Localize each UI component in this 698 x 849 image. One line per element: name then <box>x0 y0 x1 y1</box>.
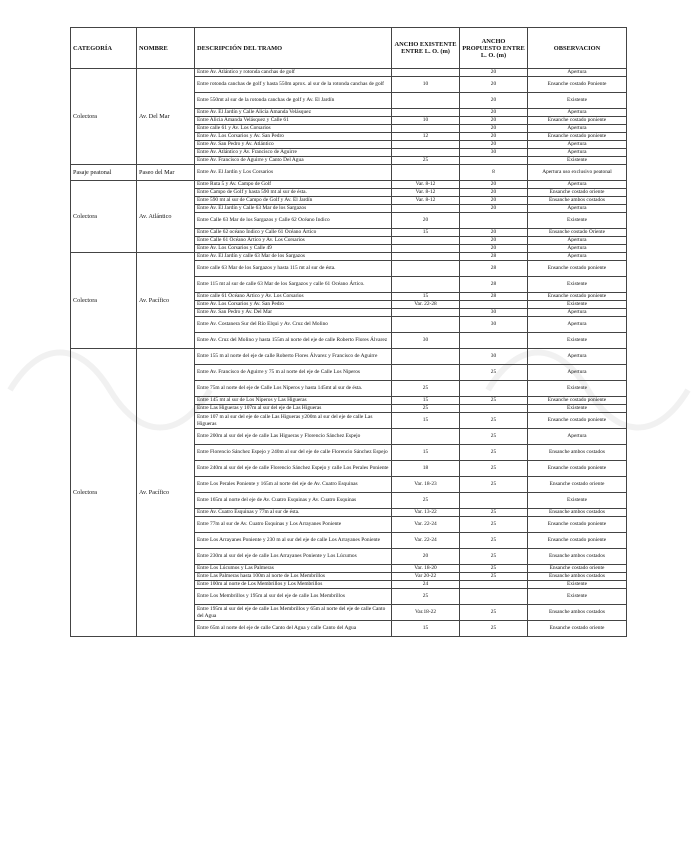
cell-observacion: Existente <box>528 333 627 349</box>
cell-ancho-existente: 10 <box>392 117 460 125</box>
cell-ancho-existente: 30 <box>392 333 460 349</box>
cell-descripcion: Entre 550mt al sur de la rotonda canchas de golf y Av. El Jardín <box>195 93 392 109</box>
cell-descripcion: Entre 155 m al norte del eje de calle Roberto Flores Álvarez y Francisco de Aguirre <box>195 349 392 365</box>
cell-ancho-existente: Var. 22-24 <box>392 517 460 533</box>
cell-ancho-propuesto: 30 <box>460 349 528 365</box>
cell-descripcion: Entre Ruta 5 y Av. Campo de Golf <box>195 181 392 189</box>
cell-observacion: Existente <box>528 589 627 605</box>
cell-nombre: Av. Pacífico <box>137 253 195 349</box>
cell-ancho-propuesto: 8 <box>460 165 528 181</box>
cell-descripcion: Entre 240m al sur del eje de calle Florencio Sánchez Espejo y calle Los Perales Poniente <box>195 461 392 477</box>
cell-ancho-propuesto <box>460 381 528 397</box>
table-row <box>71 253 627 261</box>
cell-ancho-propuesto: 28 <box>460 293 528 301</box>
cell-ancho-existente: 15 <box>392 229 460 237</box>
cell-ancho-propuesto <box>460 213 528 229</box>
cell-ancho-existente: 25 <box>392 381 460 397</box>
cell-descripcion: Entre 230m al sur del eje de calle Los Arrayanes Poniente y Los Lúcumos <box>195 549 392 565</box>
cell-ancho-propuesto: 25 <box>460 509 528 517</box>
cell-categoria: Colectora <box>71 69 137 165</box>
cell-observacion: Apertura uso exclusivo peatonal <box>528 165 627 181</box>
cell-descripcion: Entre Los Membrillos y 195m al sur del eje de calle Los Membrillos <box>195 589 392 605</box>
cell-observacion: Apertura <box>528 365 627 381</box>
cell-ancho-existente: 18 <box>392 461 460 477</box>
cell-categoria: Pasaje peatonal <box>71 165 137 181</box>
cell-ancho-existente <box>392 109 460 117</box>
cell-ancho-existente: Var. 22-24 <box>392 533 460 549</box>
cell-descripcion: Entre rotonda canchas de golf y hasta 550m aprox. al sur de la rotonda canchas de golf <box>195 77 392 93</box>
cell-descripcion: Entre 145 mt al sur de Los Niperos y Las Higueras <box>195 397 392 405</box>
cell-observacion: Ensanche costado poniente <box>528 397 627 405</box>
cell-ancho-propuesto: 25 <box>460 365 528 381</box>
cell-observacion: Apertura <box>528 125 627 133</box>
cell-ancho-existente <box>392 349 460 365</box>
cell-descripcion: Entre Av. Cruz del Molino y hasta 155m al norte del eje de calle Roberto Flores Álvarez <box>195 333 392 349</box>
cell-categoria: Colectora <box>71 349 137 637</box>
cell-ancho-existente <box>392 141 460 149</box>
cell-ancho-existente <box>392 429 460 445</box>
cell-descripcion: Entre Av. Atlántico y rotonda canchas de golf <box>195 69 392 77</box>
cell-ancho-propuesto: 25 <box>460 549 528 565</box>
cell-ancho-existente <box>392 245 460 253</box>
cell-observacion: Ensanche ambos costados <box>528 605 627 621</box>
cell-descripcion: Entre 115 mt al sur de calle 63 Mar de los Sargazos y calle 61 Océano Ártico. <box>195 277 392 293</box>
cell-observacion: Ensanche costado oriente <box>528 565 627 573</box>
cell-ancho-existente <box>392 125 460 133</box>
cell-ancho-propuesto: 30 <box>460 309 528 317</box>
cell-nombre: Av. Atlántico <box>137 181 195 253</box>
cell-observacion: Existente <box>528 93 627 109</box>
cell-ancho-existente <box>392 149 460 157</box>
cell-ancho-existente <box>392 165 460 181</box>
cell-ancho-propuesto: 20 <box>460 189 528 197</box>
cell-observacion: Existente <box>528 405 627 413</box>
cell-descripcion: Entre 165m al norte del eje de Av. Cuatro Esquinas y Av. Cuatro Esquinas <box>195 493 392 509</box>
header-categoria: CATEGORÍA <box>71 28 137 69</box>
cell-descripcion: Entre Av. Los Corsarios y Av. San Pedro <box>195 133 392 141</box>
cell-ancho-propuesto <box>460 157 528 165</box>
cell-ancho-existente: Var. 18-23 <box>392 477 460 493</box>
cell-observacion: Ensanche ambos costados <box>528 509 627 517</box>
header-ancho-existente: ANCHO EXISTENTE ENTRE L. O. (m) <box>392 28 460 69</box>
cell-ancho-existente: Var. 8-12 <box>392 189 460 197</box>
cell-ancho-existente <box>392 317 460 333</box>
cell-ancho-propuesto: 28 <box>460 277 528 293</box>
cell-ancho-propuesto: 20 <box>460 117 528 125</box>
cell-descripcion: Entre 590 mt al sur de Campo de Golf y Av. El Jardín <box>195 197 392 205</box>
cell-ancho-propuesto: 20 <box>460 93 528 109</box>
cell-ancho-propuesto: 20 <box>460 77 528 93</box>
cell-ancho-propuesto: 30 <box>460 317 528 333</box>
cell-descripcion: Entre Av. Los Corsarios y Av. San Pedro <box>195 301 392 309</box>
cell-ancho-propuesto: 30 <box>460 149 528 157</box>
cell-observacion: Ensanche costado poniente <box>528 461 627 477</box>
table-row <box>71 69 627 77</box>
header-descripcion: DESCRIPCIÓN DEL TRAMO <box>195 28 392 69</box>
cell-observacion: Ensanche ambos costados <box>528 197 627 205</box>
cell-descripcion: Entre 107 m al sur del eje de calle Las Higueras y200m al sur del eje de calle Las Higueras <box>195 413 392 429</box>
cell-descripcion: Entre Los Lúcumos y Las Palmeras <box>195 565 392 573</box>
cell-observacion: Existente <box>528 381 627 397</box>
cell-observacion: Apertura <box>528 245 627 253</box>
cell-ancho-existente <box>392 69 460 77</box>
cell-ancho-existente: 15 <box>392 397 460 405</box>
cell-ancho-existente: Var. 13-22 <box>392 509 460 517</box>
cell-descripcion: Entre calle 61 y Av. Los Corsarios <box>195 125 392 133</box>
cell-descripcion: Entre Los Perales Poniente y 165m al norte del eje de Av. Cuatro Esquinas <box>195 477 392 493</box>
cell-ancho-propuesto: 20 <box>460 205 528 213</box>
cell-ancho-existente: 15 <box>392 293 460 301</box>
table-row <box>71 181 627 189</box>
table-row <box>71 165 627 181</box>
table-row <box>71 349 627 365</box>
cell-ancho-existente: 20 <box>392 213 460 229</box>
cell-descripcion: Entre Florencio Sánchez Espejo y 240m al sur del eje de calle Florencio Sánchez Espejo <box>195 445 392 461</box>
cell-observacion: Ensanche ambos costados <box>528 549 627 565</box>
cell-ancho-existente: 12 <box>392 133 460 141</box>
cell-descripcion: Entre Av. Los Corsarios y Calle 49 <box>195 245 392 253</box>
header-nombre: NOMBRE <box>137 28 195 69</box>
cell-ancho-propuesto: 25 <box>460 605 528 621</box>
cell-ancho-propuesto <box>460 589 528 605</box>
cell-observacion: Existente <box>528 301 627 309</box>
cell-ancho-existente: Var. 18-20 <box>392 565 460 573</box>
cell-observacion: Apertura <box>528 317 627 333</box>
cell-descripcion: Entre Las Higueras y 107m al sur del eje de Las Higueras <box>195 405 392 413</box>
cell-nombre: Paseo del Mar <box>137 165 195 181</box>
cell-observacion: Apertura <box>528 309 627 317</box>
cell-ancho-existente: Var. 8-12 <box>392 181 460 189</box>
cell-ancho-existente: Var.18-22 <box>392 605 460 621</box>
cell-observacion: Ensanche costado poniente <box>528 117 627 125</box>
cell-observacion: Ensanche costado poniente <box>528 413 627 429</box>
cell-ancho-propuesto: 25 <box>460 445 528 461</box>
cell-ancho-existente: Var. 22-28 <box>392 301 460 309</box>
cell-observacion: Ensanche costado Poniente <box>528 77 627 93</box>
cell-observacion: Ensanche costado oriente <box>528 477 627 493</box>
cell-descripcion: Entre Av. Costanera Sur del Río Elqui y Av. Cruz del Molino <box>195 317 392 333</box>
cell-descripcion: Entre calle 63 Mar de los Sargazos y hasta 115 mt al sur de ésta. <box>195 261 392 277</box>
cell-ancho-propuesto: 25 <box>460 565 528 573</box>
cell-descripcion: Entre Av. Francisco de Aguirre y Canto Del Agua <box>195 157 392 165</box>
cell-ancho-existente <box>392 277 460 293</box>
cell-observacion: Apertura <box>528 429 627 445</box>
cell-observacion: Apertura <box>528 205 627 213</box>
cell-ancho-existente <box>392 93 460 109</box>
cell-ancho-propuesto <box>460 333 528 349</box>
cell-ancho-propuesto: 28 <box>460 253 528 261</box>
cell-observacion: Existente <box>528 213 627 229</box>
cell-observacion: Ensanche ambos costados <box>528 573 627 581</box>
cell-ancho-propuesto: 25 <box>460 573 528 581</box>
cell-ancho-existente <box>392 261 460 277</box>
cell-descripcion: Entre Av. El Jardín y Calle 63 Mar de los Sargazos <box>195 205 392 213</box>
cell-descripcion: Entre Av. San Pedro y Av. Atlántico <box>195 141 392 149</box>
cell-descripcion: Entre Calle 63 Mar de los Sargazos y Calle 62 Océano Indico <box>195 213 392 229</box>
cell-ancho-existente: 15 <box>392 413 460 429</box>
cell-ancho-propuesto <box>460 493 528 509</box>
cell-descripcion: Entre Av. El Jardín y calle 63 Mar de los Sargazos <box>195 253 392 261</box>
cell-ancho-propuesto: 25 <box>460 477 528 493</box>
cell-descripcion: Entre Av. Cuatro Esquinas y 77m al sur de ésta. <box>195 509 392 517</box>
cell-ancho-existente: 24 <box>392 581 460 589</box>
cell-ancho-propuesto: 20 <box>460 133 528 141</box>
cell-ancho-propuesto: 25 <box>460 533 528 549</box>
cell-observacion: Apertura <box>528 69 627 77</box>
cell-ancho-propuesto: 20 <box>460 237 528 245</box>
cell-descripcion: Entre Av. Atlántico y Av. Francisco de Aguirre <box>195 149 392 157</box>
cell-observacion: Apertura <box>528 253 627 261</box>
cell-descripcion: Entre Av. El Jardín y Calle Alicia Amanda Velásquez <box>195 109 392 117</box>
cell-descripcion: Entre Los Arrayanes Poniente y 230 m al sur del eje de calle Los Arrayanes Poniente <box>195 533 392 549</box>
cell-observacion: Ensanche costado poniente <box>528 517 627 533</box>
cell-ancho-existente: 25 <box>392 493 460 509</box>
cell-observacion: Apertura <box>528 181 627 189</box>
cell-ancho-propuesto <box>460 301 528 309</box>
header-ancho-propuesto: ANCHO PROPUESTO ENTRE L. O. (m) <box>460 28 528 69</box>
header-row <box>71 28 627 69</box>
cell-ancho-propuesto: 25 <box>460 429 528 445</box>
cell-ancho-propuesto: 20 <box>460 229 528 237</box>
cell-nombre: Av. Del Mar <box>137 69 195 165</box>
cell-ancho-existente: 25 <box>392 157 460 165</box>
cell-descripcion: Entre 75m al norte del eje de Calle Los Niperos y hasta 145mt al sur de ésta. <box>195 381 392 397</box>
table-body <box>71 69 627 637</box>
cell-ancho-propuesto: 28 <box>460 261 528 277</box>
cell-ancho-existente: 15 <box>392 621 460 637</box>
cell-descripcion: Entre Av. El Jardín y Los Corsarios <box>195 165 392 181</box>
cell-descripcion: Entre 77m al sur de Av. Cuatro Esquinas y Los Arrayanes Poniente <box>195 517 392 533</box>
cell-ancho-existente: 25 <box>392 589 460 605</box>
cell-descripcion: Entre Av. Francisco de Aguirre y 75 m al norte del eje de Calle Los Niperos <box>195 365 392 381</box>
cell-ancho-existente: 15 <box>392 445 460 461</box>
cell-descripcion: Entre 200m al sur del eje de calle Las Higueras y Florencio Sánchez Espejo <box>195 429 392 445</box>
cell-ancho-propuesto <box>460 405 528 413</box>
cell-descripcion: Entre calle 61 Océano Ártico y Av. Los Corsarios <box>195 293 392 301</box>
cell-ancho-existente <box>392 309 460 317</box>
cell-nombre: Av. Pacífico <box>137 349 195 637</box>
cell-observacion: Apertura <box>528 349 627 365</box>
cell-observacion: Existente <box>528 493 627 509</box>
cell-observacion: Ensanche costado poniente <box>528 261 627 277</box>
cell-observacion: Existente <box>528 581 627 589</box>
cell-ancho-propuesto: 20 <box>460 141 528 149</box>
cell-ancho-existente <box>392 205 460 213</box>
cell-ancho-existente: 20 <box>392 549 460 565</box>
cell-observacion: Ensanche costado poniente <box>528 133 627 141</box>
cell-ancho-propuesto: 20 <box>460 245 528 253</box>
cell-ancho-propuesto: 20 <box>460 197 528 205</box>
cell-ancho-propuesto: 25 <box>460 413 528 429</box>
cell-descripcion: Entre 195m al sur del eje de calle Los Membrillos y 65m al norte del eje de calle Canto del Agua <box>195 605 392 621</box>
cell-ancho-propuesto: 20 <box>460 181 528 189</box>
cell-observacion: Apertura <box>528 237 627 245</box>
cell-descripcion: Entre 65m al norte del eje de calle Canto del Agua y calle Canto del Agua <box>195 621 392 637</box>
cell-categoria: Colectora <box>71 253 137 349</box>
cell-observacion: Ensanche costado poniente <box>528 293 627 301</box>
road-table <box>70 27 627 637</box>
cell-descripcion: Entre Las Palmeras hasta 100m al norte de Los Membrillos <box>195 573 392 581</box>
cell-observacion: Ensanche costado oriente <box>528 189 627 197</box>
cell-observacion: Apertura <box>528 109 627 117</box>
cell-descripcion: Entre Campo de Golf y hasta 590 mt al sur de ésta. <box>195 189 392 197</box>
cell-descripcion: Entre 100m al norte de Los Membrillos y Los Membrillos <box>195 581 392 589</box>
cell-descripcion: Entre Alicia Amanda Velásquez y Calle 61 <box>195 117 392 125</box>
cell-ancho-propuesto: 25 <box>460 517 528 533</box>
cell-ancho-propuesto: 25 <box>460 461 528 477</box>
cell-ancho-existente <box>392 253 460 261</box>
header-observacion: OBSERVACION <box>528 28 627 69</box>
cell-observacion: Ensanche ambos costados <box>528 445 627 461</box>
cell-ancho-existente: 25 <box>392 405 460 413</box>
cell-ancho-existente: 10 <box>392 77 460 93</box>
cell-observacion: Ensanche costado Oriente <box>528 229 627 237</box>
cell-categoria: Colectora <box>71 181 137 253</box>
cell-observacion: Existente <box>528 157 627 165</box>
document-page <box>70 27 626 637</box>
cell-ancho-propuesto: 20 <box>460 69 528 77</box>
cell-ancho-existente <box>392 237 460 245</box>
cell-ancho-propuesto: 20 <box>460 125 528 133</box>
cell-ancho-existente: Var 20-22 <box>392 573 460 581</box>
cell-observacion: Ensanche costado poniente <box>528 533 627 549</box>
cell-ancho-propuesto: 25 <box>460 621 528 637</box>
cell-ancho-propuesto <box>460 581 528 589</box>
cell-observacion: Existente <box>528 277 627 293</box>
cell-descripcion: Entre Av. San Pedro y Av. Del Mar <box>195 309 392 317</box>
cell-ancho-existente <box>392 365 460 381</box>
cell-observacion: Ensanche costado oriente <box>528 621 627 637</box>
cell-ancho-propuesto: 25 <box>460 397 528 405</box>
cell-ancho-existente: Var. 8-12 <box>392 197 460 205</box>
cell-observacion: Apertura <box>528 149 627 157</box>
cell-descripcion: Entre Calle 62 océano Indico y Calle 61 Océano Ártico <box>195 229 392 237</box>
cell-observacion: Apertura <box>528 141 627 149</box>
cell-descripcion: Entre Calle 61 Océano Ártico y Av. Los Corsarios <box>195 237 392 245</box>
cell-ancho-propuesto: 20 <box>460 109 528 117</box>
